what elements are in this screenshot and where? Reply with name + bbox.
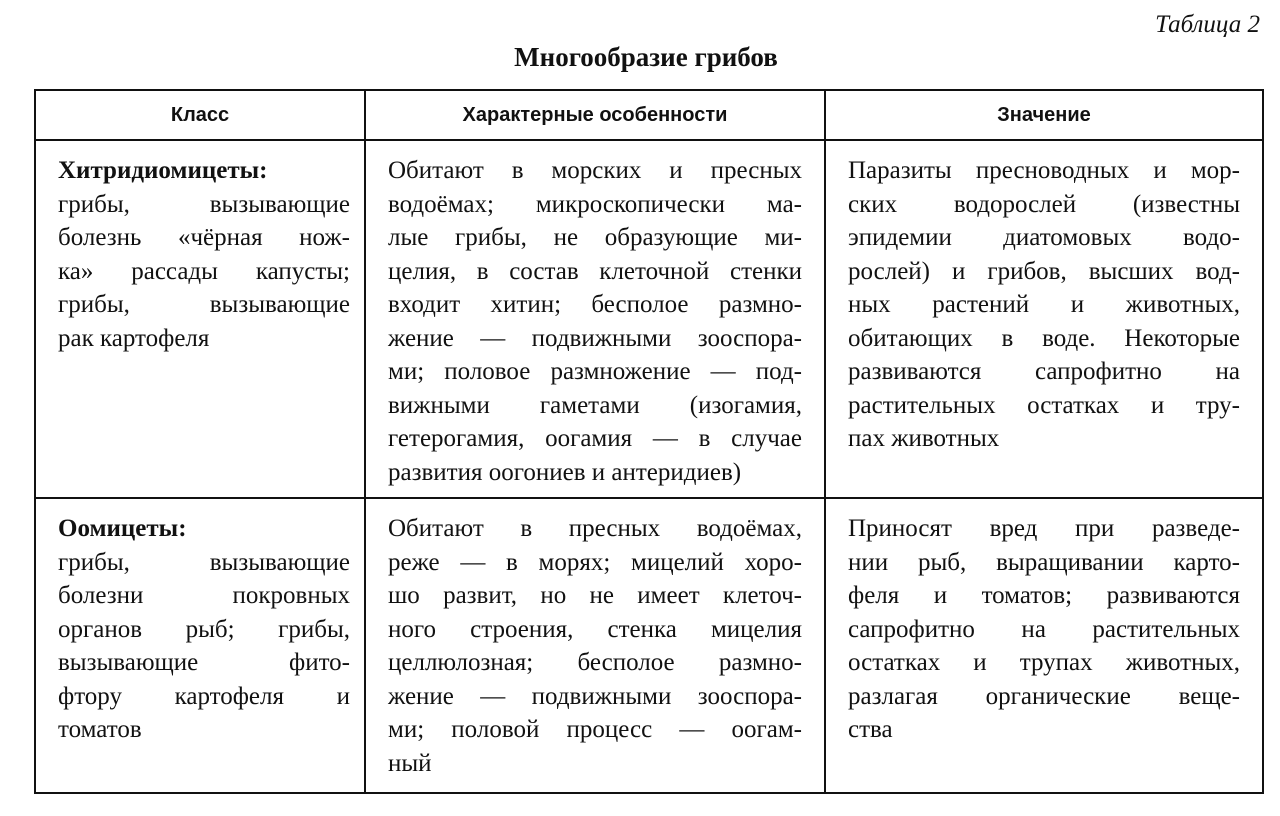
text-line: органов рыб; грибы, [58, 615, 350, 643]
features-cell [365, 140, 825, 498]
fungi-diversity-table [34, 89, 1264, 794]
text-line: реже — в морях; мицелий хоро- [388, 548, 802, 576]
text-line: сапрофитно на растительных [848, 615, 1240, 643]
text-line: ства [848, 716, 893, 743]
class-name: Оомицеты: [58, 515, 187, 542]
class-cell [35, 140, 365, 498]
significance-cell [825, 498, 1263, 793]
text-line: нии рыб, выращивании карто- [848, 548, 1240, 576]
text-line: Приносят вред при разведе- [848, 515, 1240, 542]
class-name: Хитридиомицеты: [58, 157, 268, 184]
text-line: ских водорослей (известны [848, 190, 1240, 218]
text-line: Паразиты пресноводных и мор- [848, 157, 1240, 184]
text-line: ный [388, 749, 432, 777]
text-line: водоёмах; микроскопически ма- [388, 190, 802, 218]
text-line: ных растений и животных, [848, 291, 1240, 318]
text-line: ми; половое размножение — под- [388, 358, 802, 385]
text-line: фтору картофеля и [58, 682, 350, 710]
text-line: целлюлозная; бесполое размно- [388, 649, 802, 676]
class-description [58, 188, 350, 356]
significance-cell [825, 140, 1263, 498]
class-description [58, 546, 350, 747]
text-line: лые грибы, не образующие ми- [388, 224, 802, 251]
text-line: целия, в состав клеточной стенки [388, 257, 802, 285]
text-line: пах животных [848, 425, 1000, 452]
text-line: грибы, вызывающие [58, 190, 350, 218]
text-line: разлагая органические веще- [848, 682, 1240, 710]
text-line: обитающих в воде. Некоторые [848, 324, 1240, 352]
table-row-oomycetes [35, 498, 1263, 793]
text-line: вызывающие фито- [58, 649, 350, 676]
header-class: Класс [35, 90, 365, 140]
text-line: грибы, вызывающие [58, 291, 350, 318]
text-line: ка» рассады капусты; [58, 257, 350, 285]
text-line: входит хитин; бесполое размно- [388, 291, 802, 318]
text-line: рослей) и грибов, высших вод- [848, 257, 1240, 285]
class-cell [35, 498, 365, 793]
text-line: болезнь «чёрная нож- [58, 224, 350, 251]
text-line: Обитают в пресных водоёмах, [388, 515, 802, 542]
text-line: грибы, вызывающие [58, 548, 350, 576]
text-line: жение — подвижными зооспора- [388, 324, 802, 352]
table-title: Многообразие грибов [514, 42, 778, 72]
table-header-row [35, 90, 1263, 140]
text-line: эпидемии диатомовых водо- [848, 224, 1240, 251]
text-line: ного строения, стенка мицелия [388, 615, 802, 643]
text-line: гетерогамия, оогамия — в случае [388, 425, 802, 452]
text-line: остатках и трупах животных, [848, 649, 1240, 676]
table-number-label: Таблица 2 [1155, 11, 1260, 38]
text-line: шо развит, но не имеет клеточ- [388, 582, 802, 609]
text-line: растительных остатках и тру- [848, 391, 1240, 419]
header-features: Характерные особенности [365, 90, 825, 140]
text-line: болезни покровных [58, 582, 350, 609]
header-significance: Значение [825, 90, 1263, 140]
text-line: развития оогониев и антеридиев) [388, 458, 742, 486]
text-line: вижными гаметами (изогамия, [388, 391, 802, 419]
text-line: феля и томатов; развиваются [848, 582, 1240, 609]
text-line: ми; половой процесс — оогам- [388, 716, 802, 743]
text-line: рак картофеля [58, 324, 210, 352]
text-line: Обитают в морских и пресных [388, 157, 802, 184]
text-line: томатов [58, 716, 142, 743]
features-cell [365, 498, 825, 793]
text-line: развиваются сапрофитно на [848, 358, 1240, 385]
text-line: жение — подвижными зооспора- [388, 682, 802, 710]
table-row-chytridiomycetes [35, 140, 1263, 498]
